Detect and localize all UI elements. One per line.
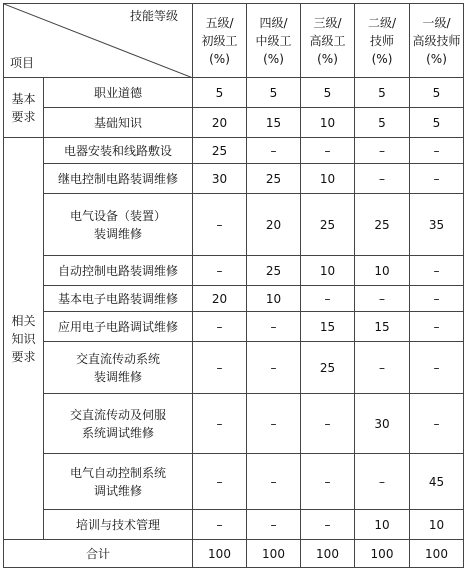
value-cell: 10 xyxy=(247,286,301,312)
value-cell: 5 xyxy=(410,78,464,108)
value-cell: 25 xyxy=(301,342,355,394)
table-row xyxy=(4,286,464,312)
item-name-line: 职业道德 xyxy=(93,85,142,100)
value-cell: – xyxy=(193,510,247,540)
item-name-line: 调试维修 xyxy=(93,483,142,498)
item-name-cell xyxy=(44,164,193,194)
table-row xyxy=(4,78,464,108)
value-cell: 10 xyxy=(301,108,355,138)
item-name-line: 系统调试维修 xyxy=(81,425,154,440)
group-label-line: 知识 xyxy=(11,331,36,346)
level-header-2: 四级/ 中级工 (%) xyxy=(247,4,301,78)
table-row xyxy=(4,394,464,454)
item-name-line: 装调维修 xyxy=(93,369,142,384)
value-cell: – xyxy=(355,138,410,164)
level-header-4: 二级/ 技师 (%) xyxy=(355,4,410,78)
item-name-line: 自动控制电路装调维修 xyxy=(57,263,178,278)
value-cell: – xyxy=(247,510,301,540)
total-value-cell: 100 xyxy=(410,540,464,568)
level-header-1: 五级/ 初级工 (%) xyxy=(193,4,247,78)
value-cell: 10 xyxy=(301,164,355,194)
group-cell-related xyxy=(4,138,44,540)
table-row xyxy=(4,454,464,510)
item-name-cell xyxy=(44,342,193,394)
table-body xyxy=(4,4,464,568)
value-cell: – xyxy=(193,194,247,256)
item-name-line: 电气自动控制系统 xyxy=(69,465,166,480)
value-cell: 25 xyxy=(247,256,301,286)
item-name-line: 电气设备（装置） xyxy=(69,208,166,223)
value-cell: 25 xyxy=(247,164,301,194)
item-name-cell xyxy=(44,108,193,138)
value-cell: 5 xyxy=(193,78,247,108)
value-cell: 20 xyxy=(247,194,301,256)
item-name-cell xyxy=(44,312,193,342)
value-cell: 5 xyxy=(301,78,355,108)
item-label: 项目 xyxy=(10,56,35,70)
value-cell: – xyxy=(355,286,410,312)
value-cell: 20 xyxy=(193,286,247,312)
group-label-line: 要求 xyxy=(11,349,36,364)
item-name-cell xyxy=(44,194,193,256)
value-cell: – xyxy=(247,342,301,394)
item-name-cell xyxy=(44,286,193,312)
level-header-5: 一级/ 高级技师 (%) xyxy=(410,4,464,78)
table-row xyxy=(4,164,464,194)
item-name-cell xyxy=(44,394,193,454)
value-cell: – xyxy=(410,312,464,342)
value-cell: 35 xyxy=(410,194,464,256)
value-cell: 5 xyxy=(355,78,410,108)
item-name-line: 基本电子电路装调维修 xyxy=(57,291,178,306)
total-label-cell: 合计 xyxy=(4,540,193,568)
value-cell: 30 xyxy=(355,394,410,454)
value-cell: – xyxy=(301,394,355,454)
value-cell: – xyxy=(193,454,247,510)
item-name-line: 交直流传动系统 xyxy=(75,351,160,366)
group-label-line: 基本 xyxy=(11,91,36,106)
item-name-line: 继电控制电路装调维修 xyxy=(57,171,178,186)
table-row xyxy=(4,510,464,540)
value-cell: – xyxy=(247,394,301,454)
total-value-cell: 100 xyxy=(193,540,247,568)
value-cell: – xyxy=(410,138,464,164)
value-cell: 45 xyxy=(410,454,464,510)
value-cell: 15 xyxy=(355,312,410,342)
total-row xyxy=(4,540,464,568)
value-cell: – xyxy=(193,312,247,342)
header-row xyxy=(4,4,464,78)
value-cell: – xyxy=(193,342,247,394)
item-name-cell xyxy=(44,78,193,108)
value-cell: – xyxy=(301,510,355,540)
value-cell: 5 xyxy=(410,108,464,138)
table-row xyxy=(4,194,464,256)
value-cell: – xyxy=(355,454,410,510)
value-cell: – xyxy=(247,312,301,342)
table-row xyxy=(4,256,464,286)
group-cell-basic xyxy=(4,78,44,138)
value-cell: – xyxy=(301,454,355,510)
value-cell: 20 xyxy=(193,108,247,138)
value-cell: 25 xyxy=(193,138,247,164)
item-name-cell xyxy=(44,256,193,286)
value-cell: 10 xyxy=(301,256,355,286)
value-cell: 10 xyxy=(410,510,464,540)
value-cell: 30 xyxy=(193,164,247,194)
table-row xyxy=(4,108,464,138)
item-name-cell xyxy=(44,510,193,540)
skill-level-label: 技能等级 xyxy=(129,9,178,23)
value-cell: – xyxy=(410,164,464,194)
item-name-line: 交直流传动及伺服 xyxy=(69,407,166,422)
value-cell: – xyxy=(410,286,464,312)
value-cell: 25 xyxy=(355,194,410,256)
header-diagonal-cell xyxy=(4,4,193,78)
weight-table xyxy=(3,3,464,568)
value-cell: 10 xyxy=(355,510,410,540)
value-cell: 15 xyxy=(247,108,301,138)
value-cell: 5 xyxy=(247,78,301,108)
value-cell: – xyxy=(410,342,464,394)
value-cell: 25 xyxy=(301,194,355,256)
level-header-3: 三级/ 高级工 (%) xyxy=(301,4,355,78)
table-row xyxy=(4,312,464,342)
table-row xyxy=(4,138,464,164)
total-value-cell: 100 xyxy=(355,540,410,568)
value-cell: – xyxy=(355,342,410,394)
item-name-cell xyxy=(44,454,193,510)
value-cell: – xyxy=(193,256,247,286)
total-value-cell: 100 xyxy=(301,540,355,568)
value-cell: – xyxy=(301,286,355,312)
value-cell: – xyxy=(410,256,464,286)
item-name-line: 电器安装和线路敷设 xyxy=(63,143,172,158)
item-name-line: 基础知识 xyxy=(93,115,142,130)
value-cell: – xyxy=(247,454,301,510)
value-cell: 5 xyxy=(355,108,410,138)
table-row xyxy=(4,342,464,394)
value-cell: 15 xyxy=(301,312,355,342)
value-cell: – xyxy=(410,394,464,454)
item-name-line: 培训与技术管理 xyxy=(75,517,160,532)
value-cell: – xyxy=(355,164,410,194)
group-label-line: 要求 xyxy=(11,109,36,124)
item-name-line: 装调维修 xyxy=(93,226,142,241)
group-label-line: 相关 xyxy=(11,313,36,328)
total-value-cell: 100 xyxy=(247,540,301,568)
value-cell: 10 xyxy=(355,256,410,286)
value-cell: – xyxy=(193,394,247,454)
value-cell: – xyxy=(301,138,355,164)
value-cell: – xyxy=(247,138,301,164)
item-name-cell xyxy=(44,138,193,164)
item-name-line: 应用电子电路调试维修 xyxy=(57,319,178,334)
